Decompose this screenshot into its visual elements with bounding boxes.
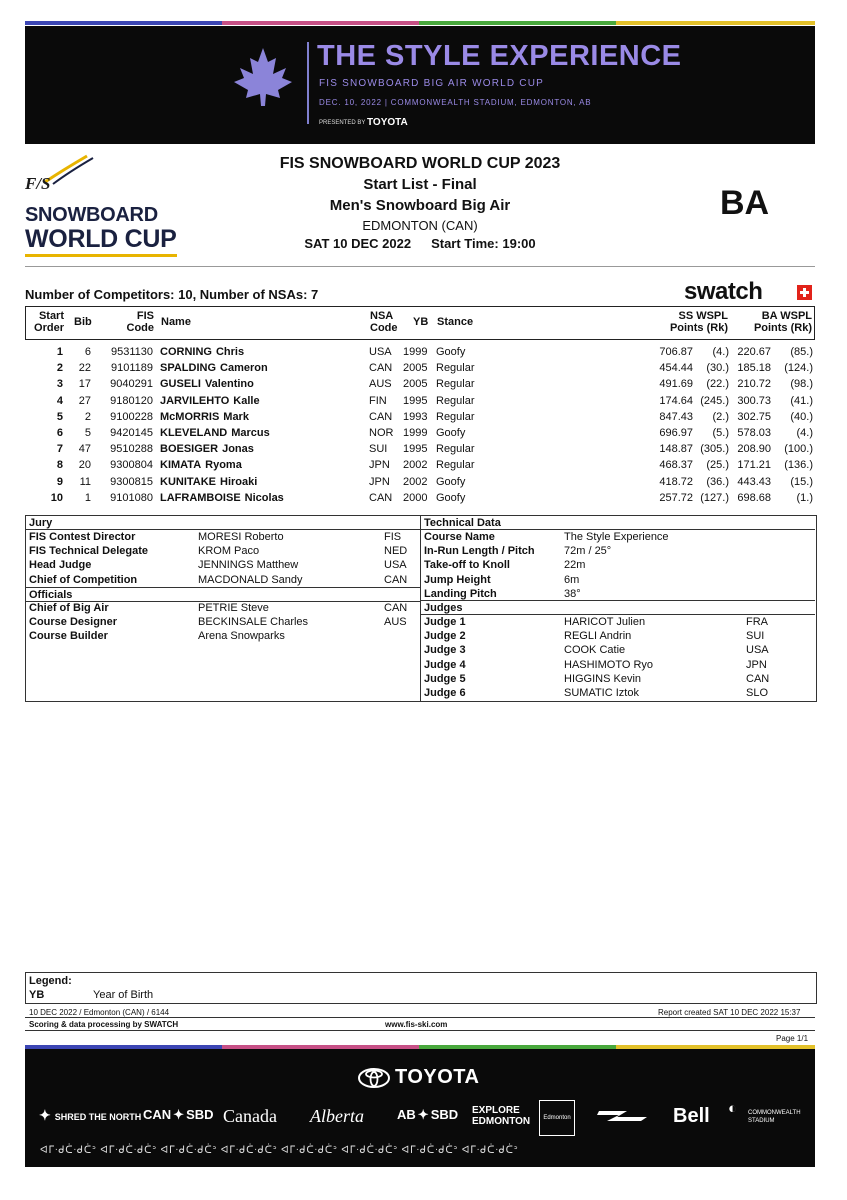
ba-rank-cell: (85.) bbox=[790, 346, 813, 358]
technical-label: In-Run Length / Pitch bbox=[424, 545, 535, 558]
stance-cell: Goofy bbox=[436, 491, 466, 504]
start-order-cell: 9 bbox=[56, 475, 63, 488]
official-role: Chief of Big Air bbox=[29, 602, 109, 614]
discipline: Men's Snowboard Big Air bbox=[329, 197, 511, 214]
ss-points-cell: 491.69 bbox=[659, 378, 693, 391]
bib-cell: 27 bbox=[78, 394, 91, 407]
event-date: SAT 10 DEC 2022 bbox=[304, 236, 412, 251]
band-segment bbox=[616, 21, 815, 25]
ss-rank-cell: (127.) bbox=[700, 491, 729, 504]
date-line bbox=[180, 236, 660, 251]
start-order-cell: 3 bbox=[56, 378, 63, 391]
nsa-cell: JPN bbox=[369, 459, 390, 472]
table-row bbox=[25, 474, 815, 490]
technical-value: 38° bbox=[564, 587, 581, 600]
fis-code-cell: 9180120 bbox=[110, 394, 153, 407]
bib-cell: 2 bbox=[84, 410, 91, 423]
stance-cell: Goofy bbox=[436, 426, 466, 439]
athlete-surname: GUSELI bbox=[160, 378, 201, 391]
header-yb: YB bbox=[413, 316, 429, 328]
athlete-given-name: Chris bbox=[215, 346, 245, 358]
jury-name: MORESI Roberto bbox=[198, 531, 284, 543]
jury-role: FIS Contest Director bbox=[29, 531, 136, 543]
athlete-given-name: Mark bbox=[223, 410, 249, 423]
fis-code-cell: 9300815 bbox=[110, 475, 153, 488]
fis-code-cell: 9531130 bbox=[110, 346, 153, 358]
jury-title-rule bbox=[25, 529, 815, 530]
bib-cell: 22 bbox=[78, 362, 91, 375]
ss-points-cell: 418.72 bbox=[659, 475, 693, 488]
legend-key: YB bbox=[29, 989, 45, 1001]
table-body bbox=[25, 340, 815, 506]
table-row bbox=[25, 441, 815, 457]
official-name: Arena Snowparks bbox=[198, 630, 285, 643]
table-row bbox=[25, 457, 815, 473]
ba-rank-cell: (124.) bbox=[784, 362, 813, 375]
judge-role: Judge 3 bbox=[424, 644, 466, 657]
athlete-name-cell bbox=[160, 459, 242, 471]
fis-code-cell: 9300804 bbox=[110, 459, 153, 472]
ba-rank-cell: (98.) bbox=[790, 378, 813, 391]
place: EDMONTON (CAN) bbox=[362, 218, 478, 233]
banner-date-venue: DEC. 10, 2022 | COMMONWEALTH STADIUM, EDMONTON, AB bbox=[319, 98, 592, 107]
stance-cell: Regular bbox=[436, 394, 475, 407]
sponsor-canada: Canada bbox=[223, 1106, 277, 1126]
band-segment bbox=[419, 21, 616, 25]
header-bib: Bib bbox=[74, 316, 92, 328]
athlete-name-cell bbox=[160, 378, 254, 390]
ba-rank-cell: (41.) bbox=[790, 394, 813, 407]
judge-role: Judge 6 bbox=[424, 687, 466, 699]
athlete-name-cell bbox=[160, 492, 284, 504]
fis-mark: F/S bbox=[25, 174, 51, 193]
technical-value: 6m bbox=[564, 573, 580, 586]
judge-nsa: FRA bbox=[746, 616, 768, 628]
judge-nsa: CAN bbox=[746, 672, 770, 685]
fis-snowboard-logo bbox=[25, 152, 185, 262]
yb-cell: 2002 bbox=[403, 475, 428, 488]
table-row bbox=[25, 376, 815, 392]
yb-cell: 1999 bbox=[403, 346, 428, 358]
sponsor-alberta: Alberta bbox=[310, 1106, 364, 1126]
fis-code-cell: 9101189 bbox=[110, 362, 153, 375]
officials-title-rule-top bbox=[25, 587, 421, 588]
ss-points-cell: 148.87 bbox=[659, 443, 693, 456]
header-name: Name bbox=[161, 316, 191, 328]
athlete-surname: SPALDING bbox=[160, 362, 217, 375]
judges-title: Judges bbox=[424, 602, 463, 614]
fis-code-cell: 9040291 bbox=[110, 378, 153, 391]
page-number: Page 1/1 bbox=[776, 1034, 809, 1043]
swiss-cross-icon bbox=[797, 285, 812, 300]
athlete-name-cell bbox=[160, 411, 249, 423]
start-order-cell: 4 bbox=[56, 394, 63, 407]
ba-points-cell: 300.73 bbox=[737, 394, 771, 407]
technical-label: Jump Height bbox=[424, 573, 491, 586]
footer-rule-1 bbox=[25, 1017, 815, 1018]
ss-points-cell: 696.97 bbox=[659, 426, 693, 439]
stance-cell: Regular bbox=[436, 362, 475, 375]
presented-by-label: PRESENTED BY bbox=[319, 120, 366, 126]
yb-cell: 2005 bbox=[403, 378, 428, 391]
start-order-cell: 10 bbox=[50, 491, 63, 504]
start-order-cell: 6 bbox=[56, 426, 63, 439]
nsa-cell: CAN bbox=[369, 410, 393, 423]
technical-title: Technical Data bbox=[424, 517, 501, 529]
header-stance: Stance bbox=[437, 316, 474, 328]
athlete-surname: KLEVELAND bbox=[160, 426, 228, 439]
athlete-given-name: Kalle bbox=[233, 394, 260, 407]
technical-value: The Style Experience bbox=[564, 531, 669, 543]
nsa-cell: JPN bbox=[369, 475, 390, 488]
jury-nsa: USA bbox=[384, 559, 407, 572]
start-order-cell: 1 bbox=[56, 346, 63, 358]
bib-cell: 11 bbox=[79, 475, 91, 488]
yb-cell: 1993 bbox=[403, 410, 428, 423]
bib-cell: 6 bbox=[84, 346, 91, 358]
judge-name: HASHIMOTO Ryo bbox=[564, 658, 654, 671]
athlete-surname: KUNITAKE bbox=[160, 475, 217, 488]
nsa-cell: NOR bbox=[369, 426, 394, 439]
jury-role: FIS Technical Delegate bbox=[29, 545, 149, 558]
ss-rank-cell: (25.) bbox=[706, 459, 729, 472]
syllabics-strip: ᐊᒥᐧᑯᑖᐧᑯᑖᐣ ᐊᒥᐧᑯᑖᐧᑯᑖᐣ ᐊᒥᐧᑯᑖᐧᑯᑖᐣ ᐊᒥᐧᑯᑖᐧᑯᑖᐣ ᐊᒥᐧᑯᑖᐧᑯᑖᐣ ᐊᒥᐧᑯᑖᐧᑯᑖᐣ ᐊᒥᐧᑯᑖᐧᑯᑖᐣ ᐊᒥᐧᑯᑖᐧᑯᑖᐣ bbox=[40, 1145, 519, 1156]
yb-cell: 2002 bbox=[403, 459, 428, 472]
footer-left: 10 DEC 2022 / Edmonton (CAN) / 6144 bbox=[29, 1008, 170, 1017]
ss-points-cell: 454.44 bbox=[659, 362, 693, 375]
athlete-given-name: Nicolas bbox=[244, 491, 284, 504]
footer-url[interactable]: www.fis-ski.com bbox=[385, 1020, 448, 1029]
ba-points-cell: 171.21 bbox=[737, 459, 771, 472]
ss-points-cell: 706.87 bbox=[659, 346, 693, 358]
nsa-cell: CAN bbox=[369, 362, 393, 375]
ss-rank-cell: (36.) bbox=[706, 475, 729, 488]
bib-cell: 17 bbox=[78, 378, 91, 391]
banner-title: THE STYLE EXPERIENCE bbox=[317, 40, 682, 72]
fis-code-cell: 9100228 bbox=[110, 410, 153, 423]
athlete-surname: McMORRIS bbox=[160, 410, 220, 423]
athlete-given-name: Valentino bbox=[204, 378, 254, 391]
yb-cell: 1995 bbox=[403, 394, 428, 407]
stance-cell: Regular bbox=[436, 378, 475, 391]
bib-cell: 1 bbox=[84, 491, 91, 504]
ba-points-cell: 220.67 bbox=[737, 346, 771, 358]
athlete-surname: BOESIGER bbox=[160, 443, 219, 456]
judge-name: HARICOT Julien bbox=[564, 616, 646, 628]
judge-nsa: SUI bbox=[746, 630, 765, 643]
sponsor-can-sbd: CAN ✦ SBD bbox=[143, 1107, 214, 1122]
official-name: PETRIE Steve bbox=[198, 602, 269, 614]
start-order-cell: 5 bbox=[56, 410, 63, 423]
fis-code-cell: 9510288 bbox=[110, 443, 153, 456]
jury-name: JENNINGS Matthew bbox=[198, 559, 299, 572]
toyota-emblem-icon bbox=[358, 1068, 390, 1088]
header-fis-code: FIS Code bbox=[126, 310, 154, 334]
header-ba-wspl: BA WSPL Points (Rk) bbox=[753, 310, 812, 334]
logo-line2: WORLD CUP bbox=[25, 225, 177, 253]
bib-cell: 20 bbox=[78, 459, 91, 472]
judge-name: REGLI Andrin bbox=[564, 630, 632, 643]
banner-subtitle: FIS SNOWBOARD BIG AIR WORLD CUP bbox=[319, 78, 544, 89]
ss-rank-cell: (30.) bbox=[706, 362, 729, 375]
sponsor-explore-edmonton: EXPLORE EDMONTON bbox=[472, 1105, 531, 1127]
ss-rank-cell: (245.) bbox=[700, 394, 729, 407]
table-row bbox=[25, 360, 815, 376]
official-nsa: CAN bbox=[384, 602, 408, 614]
header-nsa-code: NSA Code bbox=[370, 310, 398, 334]
band-segment bbox=[222, 21, 419, 25]
ba-rank-cell: (40.) bbox=[790, 410, 813, 423]
discipline-code: BA bbox=[720, 184, 770, 222]
athlete-given-name: Ryoma bbox=[205, 459, 242, 472]
jury-nsa: CAN bbox=[384, 573, 408, 586]
yb-cell: 2005 bbox=[403, 362, 428, 375]
toyota-wordmark: TOYOTA bbox=[395, 1066, 480, 1088]
athlete-surname: CORNING bbox=[160, 346, 212, 358]
jury-nsa: FIS bbox=[384, 531, 402, 543]
athlete-name-cell bbox=[160, 346, 244, 358]
nsa-cell: AUS bbox=[369, 378, 392, 391]
legend-title: Legend: bbox=[29, 975, 72, 987]
athlete-name-cell bbox=[160, 476, 257, 488]
ba-points-cell: 698.68 bbox=[737, 491, 771, 504]
official-name: BECKINSALE Charles bbox=[198, 616, 309, 629]
judge-nsa: USA bbox=[746, 644, 769, 657]
box-divider bbox=[420, 515, 421, 702]
nsa-cell: SUI bbox=[369, 443, 388, 456]
competitor-summary: Number of Competitors: 10, Number of NSAs: 7 bbox=[25, 287, 319, 302]
ba-rank-cell: (15.) bbox=[790, 475, 813, 488]
nsa-cell: CAN bbox=[369, 491, 393, 504]
technical-value: 22m bbox=[564, 559, 586, 572]
bib-cell: 5 bbox=[84, 426, 91, 439]
athlete-name-cell bbox=[160, 362, 268, 374]
technical-label: Landing Pitch bbox=[424, 587, 497, 600]
technical-label: Course Name bbox=[424, 531, 495, 543]
stance-cell: Regular bbox=[436, 443, 475, 456]
yb-cell: 1999 bbox=[403, 426, 428, 439]
judge-name: HIGGINS Kevin bbox=[564, 672, 642, 685]
fis-code-cell: 9420145 bbox=[110, 426, 153, 439]
ba-points-cell: 302.75 bbox=[737, 410, 771, 423]
ba-points-cell: 443.43 bbox=[737, 475, 771, 488]
athlete-surname: KIMATA bbox=[160, 459, 202, 472]
start-list-table bbox=[25, 306, 815, 506]
bib-cell: 47 bbox=[78, 443, 91, 456]
header-ss-wspl: SS WSPL Points (Rk) bbox=[669, 310, 728, 334]
official-nsa: AUS bbox=[384, 616, 407, 629]
footer-rule-2 bbox=[25, 1030, 815, 1031]
event-banner bbox=[25, 26, 815, 144]
ss-rank-cell: (2.) bbox=[712, 410, 729, 423]
stance-cell: Goofy bbox=[436, 346, 466, 358]
header-start-order: Start Order bbox=[34, 310, 64, 334]
stance-cell: Regular bbox=[436, 459, 475, 472]
ba-rank-cell: (1.) bbox=[796, 491, 813, 504]
judge-role: Judge 1 bbox=[424, 616, 466, 628]
ba-points-cell: 185.18 bbox=[737, 362, 771, 375]
judge-name: SUMATIC Iztok bbox=[564, 687, 639, 699]
jury-role: Head Judge bbox=[29, 559, 92, 572]
ba-points-cell: 578.03 bbox=[737, 426, 771, 439]
event-title: FIS SNOWBOARD WORLD CUP 2023 bbox=[279, 155, 561, 172]
band-segment bbox=[25, 21, 222, 25]
ba-rank-cell: (4.) bbox=[796, 426, 813, 439]
table-row bbox=[25, 409, 815, 425]
logo-line1: SNOWBOARD bbox=[25, 204, 158, 226]
table-header bbox=[25, 306, 815, 340]
athlete-surname: LAFRAMBOISE bbox=[160, 491, 241, 504]
start-order-cell: 7 bbox=[56, 443, 63, 456]
sponsor-ab-sbd: AB ✦ SBD bbox=[397, 1107, 459, 1122]
sponsor-band: TOYOTA ✦ SHRED THE NORTH CAN ✦ SBD Canada Alberta AB ✦ SBD EXPLORE EDMONTON Edmonton Bell ◐ COMMONWEALTH STADIUM ᐊᒥᐧᑯᑖᐧᑯᑖᐣ ᐊᒥᐧᑯᑖᐧᑯᑖᐣ ᐊᒥᐧᑯᑖᐧᑯᑖᐣ ᐊᒥᐧᑯᑖᐧᑯᑖᐣ ᐊᒥᐧᑯᑖᐧᑯᑖᐣ ᐊᒥᐧᑯᑖᐧᑯᑖᐣ ᐊᒥᐧᑯᑖᐧᑯᑖᐣ ᐊᒥᐧᑯᑖᐧᑯᑖᐣ bbox=[25, 1049, 815, 1167]
official-role: Course Designer bbox=[29, 616, 118, 629]
footer-processing: Scoring & data processing by SWATCH bbox=[29, 1020, 179, 1029]
header-rule bbox=[25, 266, 815, 267]
logo-stripe bbox=[25, 254, 177, 257]
official-role: Course Builder bbox=[29, 630, 108, 643]
ss-points-cell: 174.64 bbox=[659, 394, 693, 407]
ba-points-cell: 210.72 bbox=[737, 378, 771, 391]
ss-rank-cell: (4.) bbox=[712, 346, 729, 358]
top-color-band bbox=[25, 21, 815, 25]
jury-role: Chief of Competition bbox=[29, 573, 138, 586]
athlete-given-name: Hiroaki bbox=[220, 475, 258, 488]
fis-swoosh-icon bbox=[43, 152, 103, 186]
ba-rank-cell: (100.) bbox=[784, 443, 813, 456]
technical-label: Take-off to Knoll bbox=[424, 559, 510, 572]
presenter-logo: TOYOTA bbox=[367, 117, 408, 128]
ss-points-cell: 847.43 bbox=[659, 410, 693, 423]
table-row bbox=[25, 490, 815, 506]
jury-title: Jury bbox=[29, 517, 53, 529]
table-row bbox=[25, 425, 815, 441]
li-ning-logo-icon bbox=[597, 1107, 649, 1125]
athlete-name-cell bbox=[160, 427, 270, 439]
jury-name: MACDONALD Sandy bbox=[198, 573, 303, 586]
footer-right: Report created SAT 10 DEC 2022 15:37 bbox=[658, 1008, 801, 1017]
judge-name: COOK Catie bbox=[564, 644, 626, 657]
judge-role: Judge 2 bbox=[424, 630, 466, 643]
sponsor-shred-the-north: ✦ SHRED THE NORTH bbox=[39, 1107, 142, 1123]
ss-rank-cell: (22.) bbox=[706, 378, 729, 391]
banner-divider bbox=[307, 42, 309, 124]
jury-name: KROM Paco bbox=[198, 545, 260, 558]
technical-value: 72m / 25° bbox=[564, 545, 612, 558]
athlete-surname: JARVILEHTO bbox=[160, 394, 230, 407]
start-order-cell: 2 bbox=[56, 362, 63, 375]
judges-title-rule-bottom bbox=[420, 614, 815, 615]
athlete-given-name: Cameron bbox=[220, 362, 268, 375]
table-row bbox=[25, 344, 815, 360]
start-time: Start Time: 19:00 bbox=[431, 236, 536, 251]
list-type: Start List - Final bbox=[363, 176, 477, 193]
yb-cell: 1995 bbox=[403, 443, 428, 456]
athlete-given-name: Jonas bbox=[222, 443, 254, 456]
officials-title: Officials bbox=[29, 589, 73, 601]
judge-nsa: JPN bbox=[746, 658, 767, 671]
ba-rank-cell: (136.) bbox=[784, 459, 813, 472]
judge-role: Judge 4 bbox=[424, 658, 466, 671]
ss-points-cell: 257.72 bbox=[659, 491, 693, 504]
ss-points-cell: 468.37 bbox=[659, 459, 693, 472]
athlete-name-cell bbox=[160, 443, 254, 455]
jury-nsa: NED bbox=[384, 545, 408, 558]
maple-leaf-icon bbox=[230, 44, 296, 110]
officials-box bbox=[25, 515, 817, 702]
ss-rank-cell: (305.) bbox=[700, 443, 729, 456]
athlete-given-name: Marcus bbox=[231, 426, 270, 439]
sponsor-bell: Bell bbox=[673, 1105, 710, 1127]
nsa-cell: FIN bbox=[369, 394, 387, 407]
judge-nsa: SLO bbox=[746, 687, 769, 699]
stance-cell: Goofy bbox=[436, 475, 466, 488]
fis-code-cell: 9101080 bbox=[110, 491, 153, 504]
nsa-cell: USA bbox=[369, 346, 392, 358]
start-order-cell: 8 bbox=[56, 459, 63, 472]
ba-points-cell: 208.90 bbox=[737, 443, 771, 456]
athlete-name-cell bbox=[160, 395, 260, 407]
sponsor-edmonton: Edmonton bbox=[539, 1100, 575, 1136]
judges-title-rule-top bbox=[420, 600, 815, 601]
stance-cell: Regular bbox=[436, 410, 475, 423]
swatch-logo: swatch bbox=[684, 278, 763, 305]
judge-role: Judge 5 bbox=[424, 672, 466, 685]
yb-cell: 2000 bbox=[403, 491, 428, 504]
ss-rank-cell: (5.) bbox=[712, 426, 729, 439]
legend-value: Year of Birth bbox=[93, 989, 154, 1001]
table-row bbox=[25, 393, 815, 409]
